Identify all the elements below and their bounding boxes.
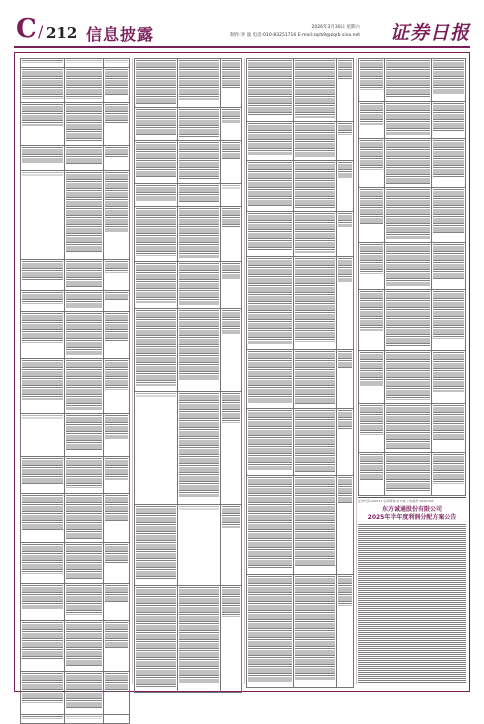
editor-line: 制作:李 波 电话:010-83251716 E-mail:zqrb9@zqrb.sina.net	[230, 33, 360, 38]
table-row	[21, 291, 130, 312]
newspaper-logo: 证券日报	[389, 22, 470, 44]
table-row	[135, 141, 242, 184]
table-row	[21, 621, 130, 672]
announcement-header	[358, 500, 466, 522]
table-row	[359, 243, 466, 290]
disclosure-table	[358, 58, 466, 496]
notice-divider	[358, 497, 466, 498]
table-row	[359, 102, 466, 139]
table-row	[247, 257, 354, 350]
table-row	[135, 505, 242, 586]
table-row	[21, 103, 130, 146]
table-row	[135, 108, 242, 141]
table-row	[359, 404, 466, 453]
table-row	[247, 59, 354, 122]
table-row	[21, 672, 130, 715]
table-row	[359, 139, 466, 188]
announcement-company: 东方诚通股份有限公司	[381, 506, 442, 513]
table-row	[21, 457, 130, 494]
disclosure-table	[20, 58, 130, 724]
table-row	[359, 188, 466, 243]
table-row	[359, 59, 466, 102]
table-row	[21, 146, 130, 171]
table-row	[359, 290, 466, 351]
table-column-b	[134, 58, 242, 684]
announcement-body	[358, 524, 466, 684]
column-divider	[132, 58, 133, 684]
header-rule	[14, 46, 470, 48]
table-row	[247, 350, 354, 409]
table-row	[135, 586, 242, 693]
table-row	[21, 494, 130, 543]
table-row	[21, 543, 130, 584]
disclosure-table	[134, 58, 242, 693]
table-row	[247, 575, 354, 688]
table-row	[247, 476, 354, 575]
table-row	[359, 453, 466, 496]
table-row	[135, 184, 242, 207]
announcement-title: 2025年半年度利润分配方案公告	[367, 514, 457, 521]
page-number: 212	[46, 24, 78, 42]
table-row	[135, 309, 242, 392]
page-header	[14, 8, 470, 44]
table-column-a	[20, 58, 130, 684]
table-row	[21, 414, 130, 457]
disclosure-table	[246, 58, 354, 688]
table-row	[21, 359, 130, 414]
table-row	[21, 312, 130, 359]
table-row	[247, 161, 354, 212]
section-letter: C	[16, 14, 37, 44]
column-divider	[244, 58, 245, 684]
table-row	[135, 207, 242, 262]
table-row	[135, 262, 242, 309]
table-column-d	[358, 58, 466, 494]
table-row	[359, 351, 466, 404]
table-row	[21, 584, 130, 621]
table-row	[135, 59, 242, 108]
table-row	[135, 392, 242, 505]
table-column-c	[246, 58, 354, 684]
table-row	[21, 260, 130, 291]
section-title: 信息披露	[86, 25, 155, 44]
table-row	[21, 68, 130, 103]
letter-slash: /	[38, 22, 44, 41]
table-row	[247, 122, 354, 161]
table-row	[21, 59, 130, 68]
announcement-meta: 证券代码:002111 证券简称:东方诚 公告编号:2026-001	[358, 499, 434, 503]
table-row	[21, 715, 130, 724]
table-row	[21, 171, 130, 260]
table-row	[247, 409, 354, 476]
table-row	[247, 212, 354, 257]
date-line: 2026年3月30日 星期六	[311, 25, 360, 30]
column-divider	[356, 58, 357, 684]
